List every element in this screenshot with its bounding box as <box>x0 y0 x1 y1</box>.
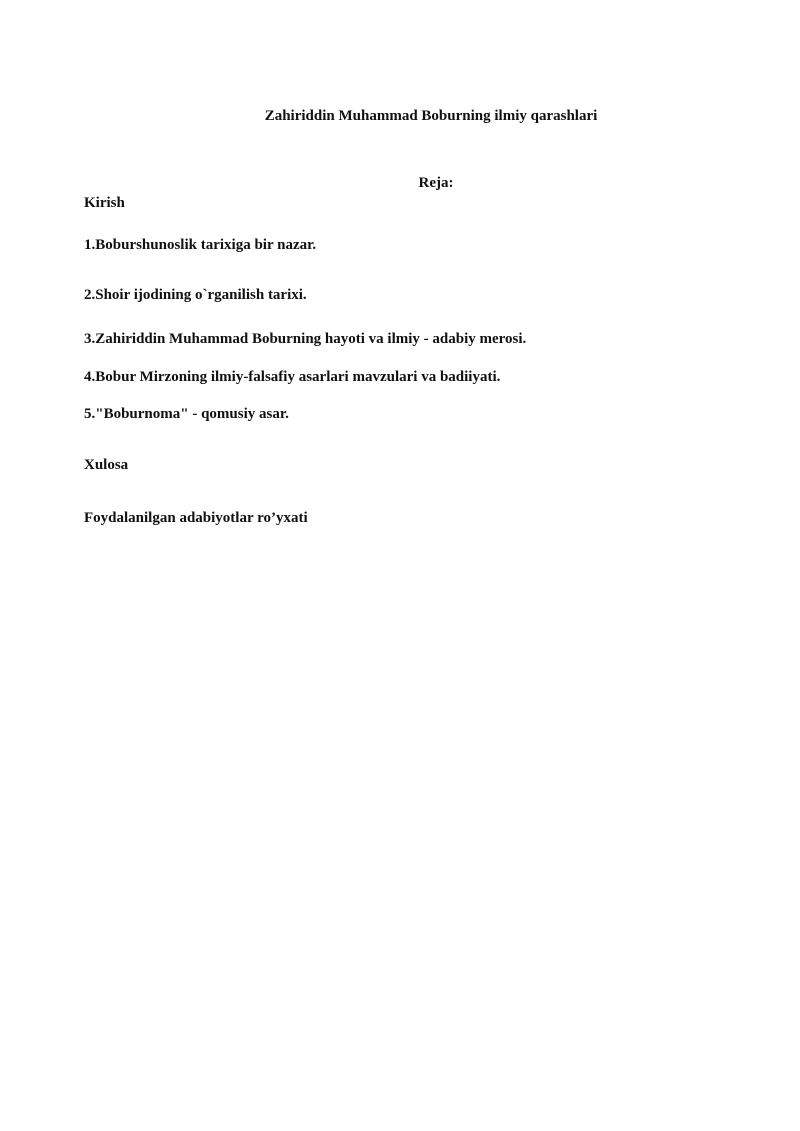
document-title: Zahiriddin Muhammad Boburning ilmiy qarashlari <box>264 108 598 124</box>
plan-item-2: 2.Shoir ijodining o`rganilish tarixi. <box>84 287 307 303</box>
intro-heading: Kirish <box>84 195 125 211</box>
plan-item-5: 5."Boburnoma" - qomusiy asar. <box>84 406 289 422</box>
plan-item-3: 3.Zahiriddin Muhammad Boburning hayoti va ilmiy - adabiy merosi. <box>84 331 527 347</box>
plan-heading: Reja: <box>418 175 454 191</box>
plan-item-4: 4.Bobur Mirzoning ilmiy-falsafiy asarlari mavzulari va badiiyati. <box>84 369 501 385</box>
plan-item-1: 1.Boburshunoslik tarixiga bir nazar. <box>84 237 317 253</box>
conclusion-heading: Xulosa <box>84 457 129 473</box>
references-heading: Foydalanilgan adabiyotlar ro’yxati <box>84 510 308 526</box>
